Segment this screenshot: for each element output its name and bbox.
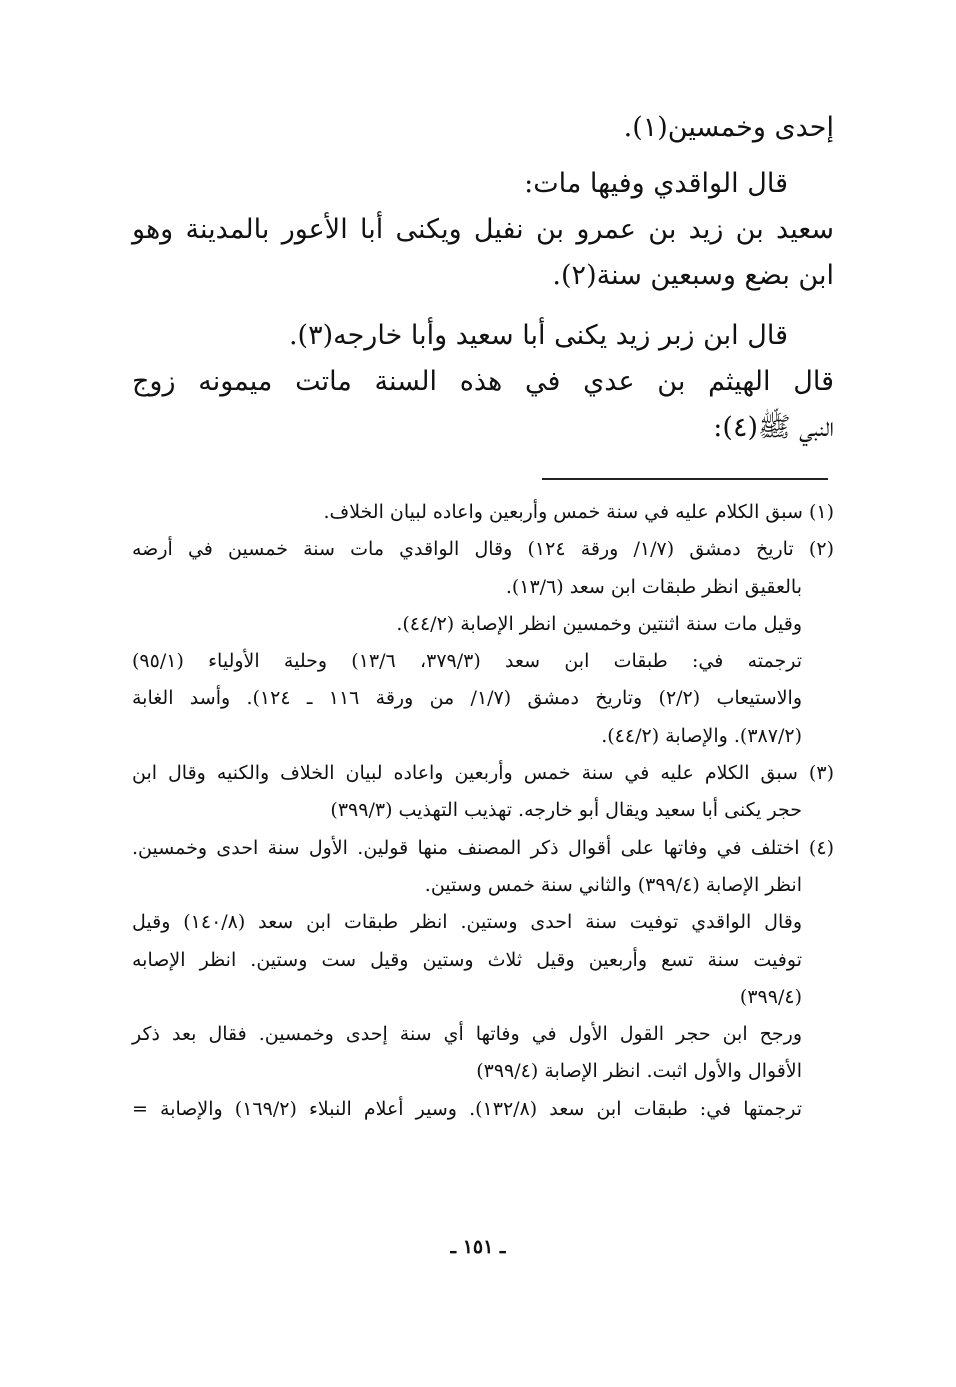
main-line: ابن بضع وسبعين سنة(٢).: [552, 260, 834, 291]
footnote-line: (٣) سبق الكلام عليه في سنة خمس وأربعين واعاده لبيان الخلاف والكنيه وقال ابن: [132, 762, 834, 785]
main-line: النبي ﷺ(٤):: [713, 412, 834, 443]
main-line: قال الهيثم بن عدي في هذه السنة ماتت ميمونه زوج: [132, 366, 834, 397]
footnote-line: ترجمته في: طبقات ابن سعد (٣٧٩/٣، ١٣/٦) وحلية الأولياء (٩٥/١): [132, 650, 802, 673]
footnote-line: ورجح ابن حجر القول الأول في وفاتها أي سنة إحدى وخمسين. فقال بعد ذكر: [132, 1023, 802, 1046]
footnote-line: ترجمتها في: طبقات ابن سعد (١٣٢/٨). وسير أعلام النبلاء (١٦٩/٢) والإصابة =: [132, 1097, 803, 1120]
main-text: [132, 105, 834, 451]
main-line: إحدى وخمسين(١).: [623, 112, 834, 143]
footnote-line: بالعقيق انظر طبقات ابن سعد (١٣/٦).: [505, 575, 802, 598]
footnote-separator: [542, 478, 828, 480]
footnote-line: (٢) تاريخ دمشق (١/٧/ ورقة ١٢٤) وقال الواقدي مات سنة خمسين في أرضه: [132, 538, 834, 561]
main-line: قال ابن زبر زيد يكنى أبا سعيد وأبا خارجه(٣).: [288, 320, 788, 351]
footnote-line: الأقوال والأول اثبت. انظر الإصابة (٣٩٩/٤): [476, 1060, 802, 1083]
footnote-line: انظر الإصابة (٣٩٩/٤) والثاني سنة خمس وستين.: [424, 873, 802, 896]
main-line: سعيد بن زيد بن عمرو بن نفيل ويكنى أبا الأعور بالمدينة وهو: [132, 214, 834, 245]
footnote-line: (١) سبق الكلام عليه في سنة خمس وأربعين واعاده لبيان الخلاف.: [323, 501, 834, 523]
footnote-line: (٣٨٧/٢). والإصابة (٤٤/٢).: [601, 724, 802, 747]
footnote-line: وقال الواقدي توفيت سنة احدى وستين. انظر طبقات ابن سعد (١٤٠/٨) وقيل: [132, 911, 802, 934]
footnote-line: حجر يكنى أبا سعيد ويقال أبو خارجه. تهذيب التهذيب (٣٩٩/٣): [330, 799, 802, 822]
footnotes: [132, 494, 834, 1128]
footnote-line: توفيت سنة تسع وأربعين وقيل ثلاث وستين وقيل ست وستين. انظر الإصابه: [132, 948, 802, 971]
page-number: ـ ١٥١ ـ: [450, 1236, 506, 1258]
footnote-line: والاستيعاب (٢/٢) وتاريخ دمشق (١/٧/ من ورقة ١١٦ ـ ١٢٤). وأسد الغابة: [132, 687, 802, 710]
footnote-line: (٣٩٩/٤): [739, 985, 802, 1008]
footnote-line: وقيل مات سنة اثنتين وخمسين انظر الإصابة (٤٤/٢).: [396, 612, 802, 635]
footnote-line: (٤) اختلف في وفاتها على أقوال ذكر المصنف منها قولين. الأول سنة احدى وخمسين.: [132, 836, 834, 859]
main-line: قال الواقدي وفيها مات:: [524, 168, 788, 199]
